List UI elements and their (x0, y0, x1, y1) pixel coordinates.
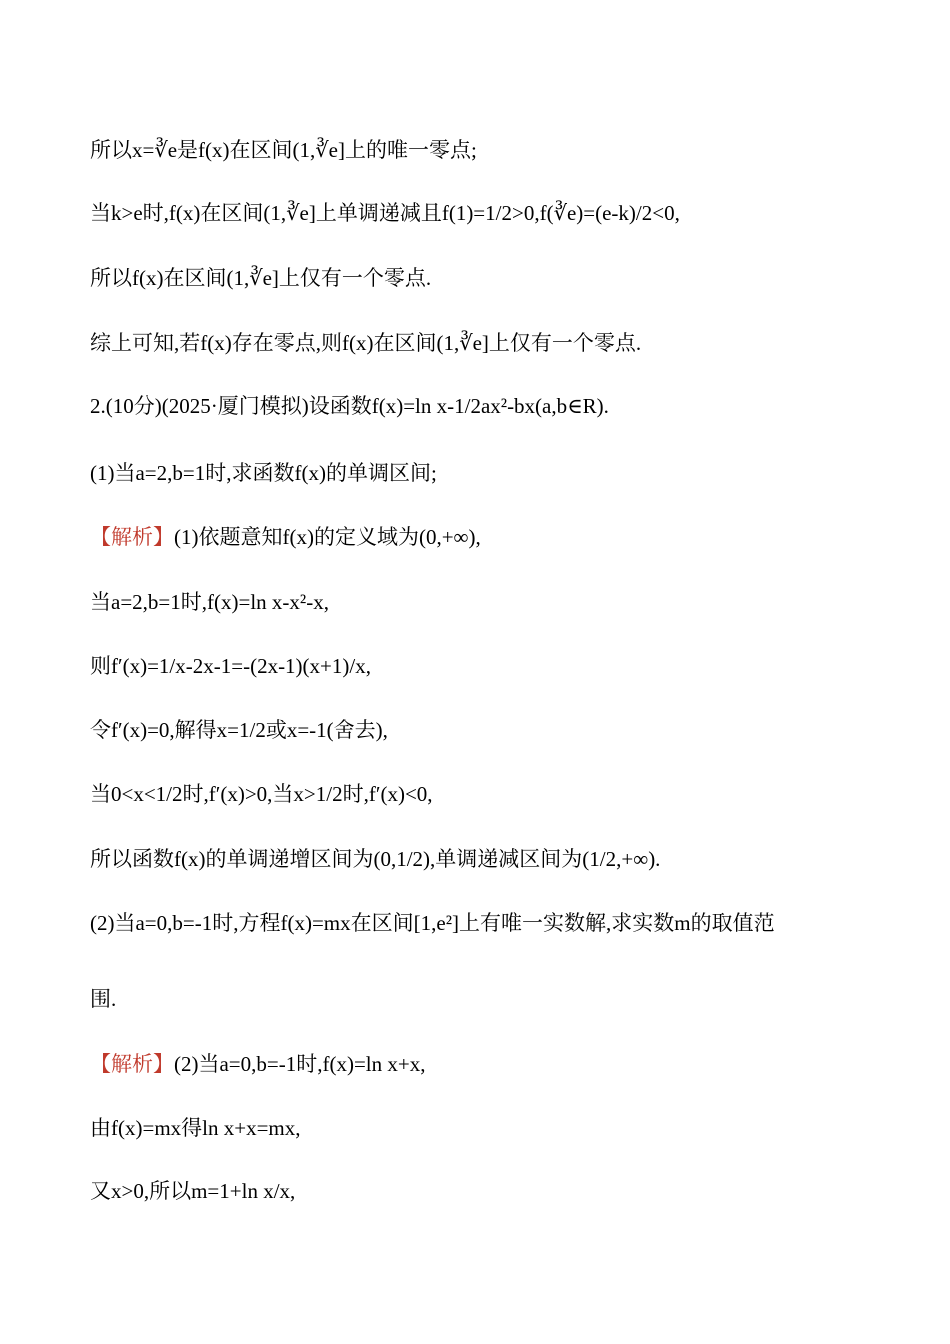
text-line: 所以x=∛e是f(x)在区间(1,∛e]上的唯一零点; (90, 138, 477, 162)
solution-1-header: 【解析】(1)依题意知f(x)的定义域为(0,+∞), (90, 525, 481, 549)
text-line: 当0<x<1/2时,f′(x)>0,当x>1/2时,f′(x)<0, (90, 782, 433, 806)
text-line: 又x>0,所以m=1+ln x/x, (90, 1179, 296, 1203)
text-line: 当a=2,b=1时,f(x)=ln x-x²-x, (90, 590, 329, 614)
text-line: 由f(x)=mx得ln x+x=mx, (90, 1116, 301, 1140)
text-line: 所以f(x)在区间(1,∛e]上仅有一个零点. (90, 266, 432, 290)
text-line: 综上可知,若f(x)存在零点,则f(x)在区间(1,∛e]上仅有一个零点. (90, 331, 642, 355)
question-1: (1)当a=2,b=1时,求函数f(x)的单调区间; (90, 461, 437, 485)
text-line: 则f′(x)=1/x-2x-1=-(2x-1)(x+1)/x, (90, 654, 371, 678)
text-line: 令f′(x)=0,解得x=1/2或x=-1(舍去), (90, 718, 388, 742)
solution-tag: 【解析】 (90, 1052, 174, 1076)
question-2-cont: 围. (90, 987, 117, 1011)
question-2: (2)当a=0,b=-1时,方程f(x)=mx在区间[1,e²]上有唯一实数解,求实数m的取值范 (90, 911, 775, 935)
solution-tag: 【解析】 (90, 525, 174, 549)
text-line: 所以函数f(x)的单调递增区间为(0,1/2),单调递减区间为(1/2,+∞). (90, 847, 661, 871)
problem-statement: 2.(10分)(2025·厦门模拟)设函数f(x)=ln x-1/2ax²-bx(a,b∈R). (90, 394, 609, 418)
solution-2-header: 【解析】(2)当a=0,b=-1时,f(x)=ln x+x, (90, 1052, 426, 1076)
text-line: 当k>e时,f(x)在区间(1,∛e]上单调递减且f(1)=1/2>0,f(∛e)=(e-k)/2<0, (90, 201, 680, 225)
